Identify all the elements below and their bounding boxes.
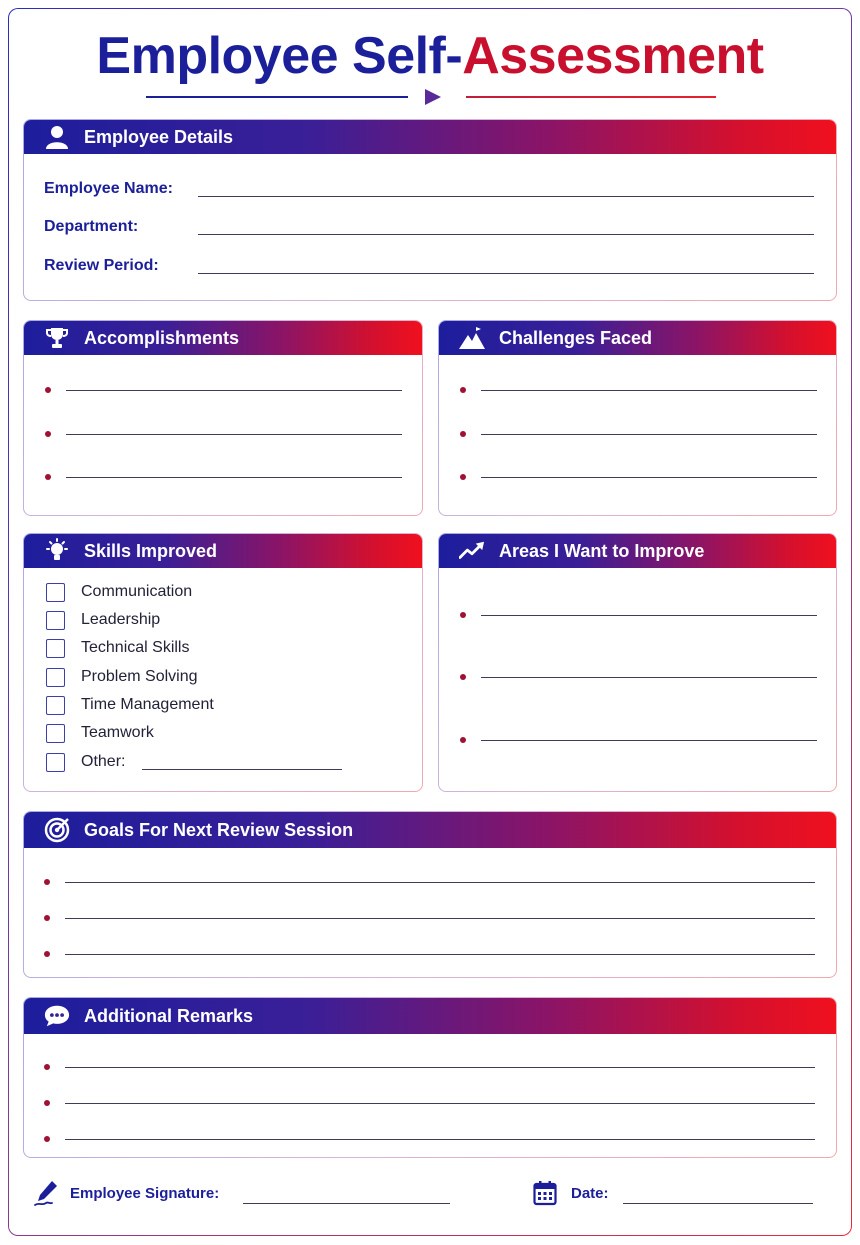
areas-to-improve-header: [439, 534, 836, 568]
employee-name-row[interactable]: [44, 176, 814, 200]
date-field[interactable]: [623, 1203, 813, 1204]
mountain-icon: [459, 325, 485, 351]
bullet-dot: [44, 1136, 50, 1142]
bullet-dot: [460, 612, 466, 618]
employee-details-card: [23, 119, 837, 301]
department-row[interactable]: [44, 214, 814, 238]
goals-title: Goals For Next Review Session: [84, 819, 354, 840]
skill-item-teamwork[interactable]: [46, 722, 154, 744]
title-part-1: Employee Self-: [96, 27, 463, 85]
signature-label: Employee Signature:: [70, 1184, 220, 1202]
skills-title: Skills Improved: [84, 540, 218, 561]
person-icon: [44, 124, 70, 150]
challenge-line-3[interactable]: [460, 474, 817, 480]
accomplishment-input-2[interactable]: [66, 434, 402, 435]
pen-icon: [34, 1179, 60, 1207]
checkbox[interactable]: [46, 696, 65, 715]
bullet-dot: [45, 431, 51, 437]
accomplishment-line-3[interactable]: [45, 474, 402, 480]
signature-row[interactable]: [34, 1176, 450, 1210]
bullet-dot: [460, 737, 466, 743]
challenges-header: [439, 321, 836, 355]
review-period-label: Review Period:: [44, 257, 159, 274]
goals-header: [24, 812, 836, 848]
review-period-field[interactable]: [198, 273, 814, 274]
challenges-card: [438, 320, 837, 516]
skills-card: [23, 533, 423, 792]
challenge-input-1[interactable]: [481, 390, 817, 391]
bullet-dot: [45, 474, 51, 480]
skill-item-technical-skills[interactable]: [46, 637, 189, 659]
remark-input-1[interactable]: [65, 1067, 815, 1068]
remark-line-2[interactable]: [44, 1100, 815, 1106]
accomplishments-header: [24, 321, 422, 355]
department-field[interactable]: [198, 234, 814, 235]
bullet-dot: [44, 951, 50, 957]
skill-item-communication[interactable]: [46, 581, 192, 603]
other-skill-input[interactable]: [142, 769, 342, 770]
bullet-dot: [44, 879, 50, 885]
bullet-dot: [460, 387, 466, 393]
challenges-title: Challenges Faced: [499, 327, 653, 348]
accomplishment-line-1[interactable]: [45, 387, 402, 393]
review-period-row[interactable]: [44, 253, 814, 277]
improve-input-1[interactable]: [481, 615, 817, 616]
title-divider-right: [466, 96, 716, 98]
lightbulb-icon: [44, 538, 70, 564]
remarks-header: [24, 998, 836, 1034]
skill-item-problem-solving[interactable]: [46, 666, 198, 688]
remark-input-2[interactable]: [65, 1103, 815, 1104]
remark-line-3[interactable]: [44, 1136, 815, 1142]
employee-name-field[interactable]: [198, 196, 814, 197]
skill-item-time-management[interactable]: [46, 694, 214, 716]
goals-card: [23, 811, 837, 978]
checkbox[interactable]: [46, 753, 65, 772]
skill-label: Teamwork: [81, 724, 154, 741]
goal-input-3[interactable]: [65, 954, 815, 955]
areas-to-improve-card: [438, 533, 837, 792]
chat-bubble-icon: [44, 1003, 70, 1029]
checkbox[interactable]: [46, 668, 65, 687]
improve-input-2[interactable]: [481, 677, 817, 678]
skill-label: Leadership: [81, 611, 161, 628]
trophy-icon: [44, 325, 70, 351]
skills-header: [24, 534, 422, 568]
challenge-line-1[interactable]: [460, 387, 817, 393]
improve-line-3[interactable]: [460, 737, 817, 743]
bullet-dot: [44, 1064, 50, 1070]
department-label: Department:: [44, 218, 139, 235]
accomplishment-input-1[interactable]: [66, 390, 402, 391]
bullet-dot: [460, 431, 466, 437]
remark-line-1[interactable]: [44, 1064, 815, 1070]
title-part-2: Assessment: [462, 27, 764, 85]
trending-up-icon: [459, 538, 485, 564]
checkbox[interactable]: [46, 639, 65, 658]
accomplishments-title: Accomplishments: [84, 327, 240, 348]
employee-name-label: Employee Name:: [44, 180, 173, 197]
skill-label: Technical Skills: [81, 639, 190, 656]
bullet-dot: [460, 674, 466, 680]
goal-line-1[interactable]: [44, 879, 815, 885]
skill-label: Communication: [81, 583, 193, 600]
accomplishment-input-3[interactable]: [66, 477, 402, 478]
title-divider-left: [146, 96, 408, 98]
accomplishments-card: [23, 320, 423, 516]
bullet-dot: [44, 1100, 50, 1106]
goal-input-1[interactable]: [65, 882, 815, 883]
challenge-input-3[interactable]: [481, 477, 817, 478]
checkbox[interactable]: [46, 724, 65, 743]
checkbox[interactable]: [46, 583, 65, 602]
areas-to-improve-title: Areas I Want to Improve: [499, 540, 705, 561]
calendar-icon: [533, 1180, 557, 1206]
remarks-title: Additional Remarks: [84, 1005, 254, 1026]
skill-item-other[interactable]: [46, 751, 342, 773]
challenge-input-2[interactable]: [481, 434, 817, 435]
page-title: [0, 26, 860, 86]
bullet-dot: [44, 915, 50, 921]
title-arrow-icon: [425, 89, 441, 105]
bullet-dot: [460, 474, 466, 480]
goal-input-2[interactable]: [65, 918, 815, 919]
skill-label: Time Management: [81, 696, 214, 713]
target-icon: [44, 817, 70, 843]
skill-label: Problem Solving: [81, 668, 198, 685]
accomplishment-line-2[interactable]: [45, 431, 402, 437]
date-label: Date:: [571, 1184, 609, 1202]
challenge-line-2[interactable]: [460, 431, 817, 437]
skill-item-leadership[interactable]: [46, 609, 160, 631]
improve-input-3[interactable]: [481, 740, 817, 741]
improve-line-2[interactable]: [460, 674, 817, 680]
improve-line-1[interactable]: [460, 612, 817, 618]
signature-field[interactable]: [243, 1203, 450, 1204]
date-row[interactable]: [533, 1176, 813, 1210]
remark-input-3[interactable]: [65, 1139, 815, 1140]
employee-details-title: Employee Details: [84, 126, 234, 147]
employee-details-header: [24, 120, 836, 154]
goal-line-3[interactable]: [44, 951, 815, 957]
skill-label: Other:: [81, 753, 126, 770]
checkbox[interactable]: [46, 611, 65, 630]
bullet-dot: [45, 387, 51, 393]
goal-line-2[interactable]: [44, 915, 815, 921]
remarks-card: [23, 997, 837, 1158]
